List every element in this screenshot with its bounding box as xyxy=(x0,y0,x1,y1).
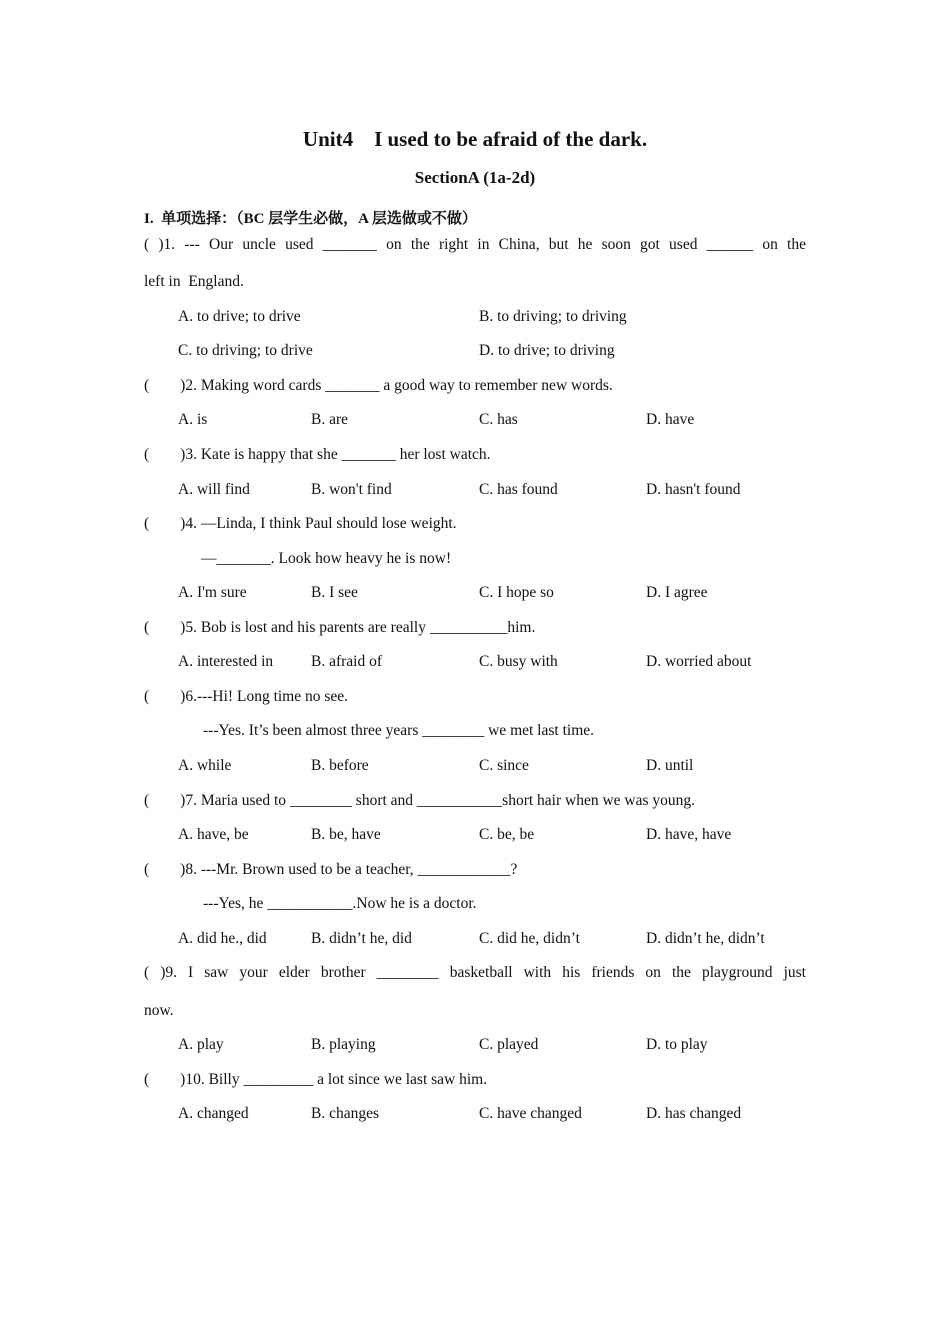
question-2-stem: ( )2. Making word cards _______ a good way to remember new words. xyxy=(144,377,613,394)
q5-option-d: D. worried about xyxy=(646,653,752,670)
question-8-stem-cont: ---Yes, he ___________.Now he is a doctor. xyxy=(203,895,477,912)
q7-option-c: C. be, be xyxy=(479,826,535,843)
q6-option-a: A. while xyxy=(178,757,232,774)
q1-option-b: B. to driving; to driving xyxy=(479,308,627,325)
question-1-stem-cont: left in England. xyxy=(144,273,244,290)
page-subtitle: SectionA (1a-2d) xyxy=(414,168,536,187)
question-3-stem: ( )3. Kate is happy that she _______ her lost watch. xyxy=(144,446,491,463)
section-heading: I. 单项选择：（BC 层学生必做，A 层选做或不做） xyxy=(144,211,477,227)
q7-option-a: A. have, be xyxy=(178,826,249,843)
question-9-stem: ( )9. I saw your elder brother ________ basketball with his friends on the playground just xyxy=(144,964,806,981)
q6-option-c: C. since xyxy=(479,757,529,774)
q8-option-b: B. didn’t he, did xyxy=(311,930,412,947)
q7-option-b: B. be, have xyxy=(311,826,381,843)
q1-option-a: A. to drive; to drive xyxy=(178,308,301,325)
q3-option-c: C. has found xyxy=(479,481,558,498)
question-8-stem: ( )8. ---Mr. Brown used to be a teacher, ____________? xyxy=(144,861,518,878)
q9-option-b: B. playing xyxy=(311,1036,376,1053)
q1-option-d: D. to drive; to driving xyxy=(479,342,615,359)
q5-option-b: B. afraid of xyxy=(311,653,383,670)
question-6-stem-cont: ---Yes. It’s been almost three years ________ we met last time. xyxy=(203,722,595,739)
q2-option-d: D. have xyxy=(646,411,695,428)
q8-option-d: D. didn’t he, didn’t xyxy=(646,930,765,947)
q10-option-d: D. has changed xyxy=(646,1105,742,1122)
question-4-stem: ( )4. —Linda, I think Paul should lose weight. xyxy=(144,515,457,532)
q9-option-c: C. played xyxy=(479,1036,539,1053)
question-5-stem: ( )5. Bob is lost and his parents are really __________him. xyxy=(144,619,536,636)
q2-option-c: C. has xyxy=(479,411,518,428)
question-10-stem: ( )10. Billy _________ a lot since we last saw him. xyxy=(144,1071,488,1088)
question-9-stem-cont: now. xyxy=(144,1002,174,1019)
q4-option-a: A. I'm sure xyxy=(178,584,247,601)
q6-option-d: D. until xyxy=(646,757,694,774)
q8-option-c: C. did he, didn’t xyxy=(479,930,580,947)
q2-option-a: A. is xyxy=(178,411,208,428)
q5-option-c: C. busy with xyxy=(479,653,558,670)
q3-option-b: B. won't find xyxy=(311,481,392,498)
question-4-stem-cont: —_______. Look how heavy he is now! xyxy=(201,550,452,567)
q9-option-a: A. play xyxy=(178,1036,224,1053)
q10-option-b: B. changes xyxy=(311,1105,380,1122)
page-title: Unit4 I used to be afraid of the dark. xyxy=(302,127,648,151)
q4-option-c: C. I hope so xyxy=(479,584,554,601)
q10-option-a: A. changed xyxy=(178,1105,249,1122)
question-6-stem: ( )6.---Hi! Long time no see. xyxy=(144,688,349,705)
question-1-stem: ( )1. --- Our uncle used _______ on the right in China, but he soon got used ______ on the xyxy=(144,236,806,253)
question-7-stem: ( )7. Maria used to ________ short and ___________short hair when we was young. xyxy=(144,792,696,809)
q7-option-d: D. have, have xyxy=(646,826,732,843)
q10-option-c: C. have changed xyxy=(479,1105,582,1122)
q9-option-d: D. to play xyxy=(646,1036,708,1053)
q6-option-b: B. before xyxy=(311,757,369,774)
q4-option-b: B. I see xyxy=(311,584,358,601)
q4-option-d: D. I agree xyxy=(646,584,708,601)
q8-option-a: A. did he., did xyxy=(178,930,267,947)
q1-option-c: C. to driving; to drive xyxy=(178,342,313,359)
q2-option-b: B. are xyxy=(311,411,349,428)
q3-option-a: A. will find xyxy=(178,481,250,498)
q3-option-d: D. hasn't found xyxy=(646,481,741,498)
q5-option-a: A. interested in xyxy=(178,653,274,670)
